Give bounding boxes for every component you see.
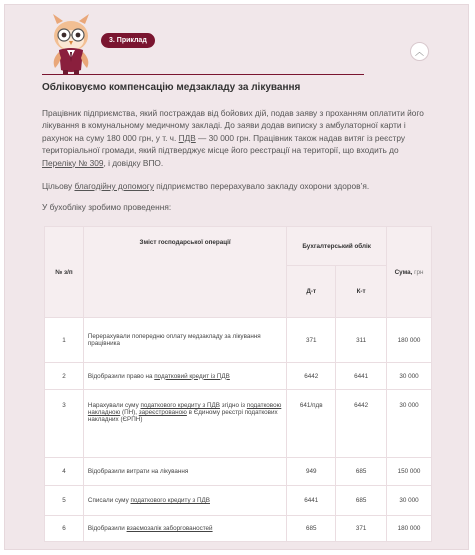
operation-text xyxy=(83,486,286,516)
debit-account: 6441 xyxy=(287,486,336,516)
owl-mascot-icon xyxy=(45,12,97,76)
link-perelik-309[interactable]: Переліку № 309 xyxy=(42,157,104,168)
header-number: № з/п xyxy=(45,227,84,318)
table-row xyxy=(45,390,432,458)
debit-account: 6442 xyxy=(287,363,336,390)
operation-text: Відобразили витрати на лікування xyxy=(83,458,286,486)
link-tax-invoice[interactable]: податковою накладною xyxy=(87,402,282,416)
row-number: 5 xyxy=(45,486,84,516)
row-number: 1 xyxy=(45,318,84,363)
operation-text-part: в Єдиному реєстрі податкових накладних (ЄРПН) xyxy=(87,409,278,423)
header-content: Зміст господарської операції xyxy=(83,227,286,318)
paragraph-3: У бухобліку зробимо проведення: xyxy=(42,202,172,212)
table-row xyxy=(45,486,432,516)
credit-account: 6442 xyxy=(336,390,387,458)
section-heading: Обліковуємо компенсацію медзакладу за лікування xyxy=(42,82,301,93)
chevron-up-icon: ︿ xyxy=(414,47,424,57)
operation-text xyxy=(83,516,286,542)
paragraph-text: , і довідку ВПО. xyxy=(103,157,164,168)
paragraph-1 xyxy=(42,107,434,169)
operation-text-part: Відобразили право на xyxy=(87,372,155,380)
accounting-entries-table xyxy=(44,226,432,542)
table-row xyxy=(45,516,432,542)
link-mutual-offset[interactable]: взаємозалік заборгованостей xyxy=(126,525,213,532)
collapse-button[interactable] xyxy=(410,42,429,61)
row-number: 3 xyxy=(45,390,84,458)
credit-account: 371 xyxy=(336,516,387,542)
credit-account: 311 xyxy=(336,318,387,363)
header-credit: К-т xyxy=(336,266,387,318)
example-badge: 3. Приклад xyxy=(101,33,155,48)
sum-value: 180 000 xyxy=(387,516,432,542)
header-debit: Д-т xyxy=(287,266,336,318)
header-sum xyxy=(387,227,432,318)
paragraph-2 xyxy=(42,180,434,192)
operation-text-part: Списали суму xyxy=(87,497,131,504)
paragraph-text: — 30 000 грн. Працівник також надав витяг із реєстру територіальної громади, який підтверджує місце його реєстрації на території, що входить до xyxy=(42,132,406,156)
heading-divider xyxy=(42,74,364,75)
link-pdv[interactable]: ПДВ xyxy=(178,132,196,143)
link-tax-credit[interactable]: податковий кредит із ПДВ xyxy=(154,372,230,380)
credit-account: 685 xyxy=(336,458,387,486)
table-row xyxy=(45,458,432,486)
debit-account: 641/пдв xyxy=(287,390,336,458)
link-registered[interactable]: зареєстрованою xyxy=(138,409,187,416)
operation-text: Перерахували попередню оплату медзакладу за лікування працівника xyxy=(83,318,286,363)
header-sum-label: Сума, xyxy=(394,268,413,276)
operation-text-part: Відобразили xyxy=(87,525,127,532)
operation-text-part: Нарахували суму xyxy=(87,402,141,409)
link-tax-credit[interactable]: податкового кредиту з ПДВ xyxy=(140,402,220,409)
debit-account: 685 xyxy=(287,516,336,542)
paragraph-text: підприємство перерахувало закладу охорони здоров’я. xyxy=(153,181,370,191)
table-row xyxy=(45,318,432,363)
operation-text-part: згідно із xyxy=(220,402,247,409)
link-charity-help[interactable]: благодійну допомогу xyxy=(74,181,154,191)
sum-value: 180 000 xyxy=(387,318,432,363)
paragraph-text: Цільову xyxy=(42,181,75,191)
header-accounting: Бухгалтерський облік xyxy=(287,227,387,266)
link-tax-credit[interactable]: податкового кредиту з ПДВ xyxy=(130,497,210,504)
operation-text xyxy=(83,390,286,458)
sum-value: 30 000 xyxy=(387,363,432,390)
debit-account: 949 xyxy=(287,458,336,486)
row-number: 2 xyxy=(45,363,84,390)
credit-account: 6441 xyxy=(336,363,387,390)
credit-account: 685 xyxy=(336,486,387,516)
debit-account: 371 xyxy=(287,318,336,363)
header-sum-unit: грн xyxy=(414,268,424,276)
sum-value: 150 000 xyxy=(387,458,432,486)
operation-text xyxy=(83,363,286,390)
table-row xyxy=(45,363,432,390)
operation-text-part: (ПН), xyxy=(120,409,139,416)
sum-value: 30 000 xyxy=(387,390,432,458)
sum-value: 30 000 xyxy=(387,486,432,516)
row-number: 6 xyxy=(45,516,84,542)
row-number: 4 xyxy=(45,458,84,486)
paragraph-text: Працівник підприємства, який постраждав від бойових дій, подав заяву з проханням оплатити його лікування в комунальному медичному закладі. До заяви додав виписку з амбулаторної карти і рахунок на суму 180 000 грн, у т. ч. xyxy=(42,108,424,143)
